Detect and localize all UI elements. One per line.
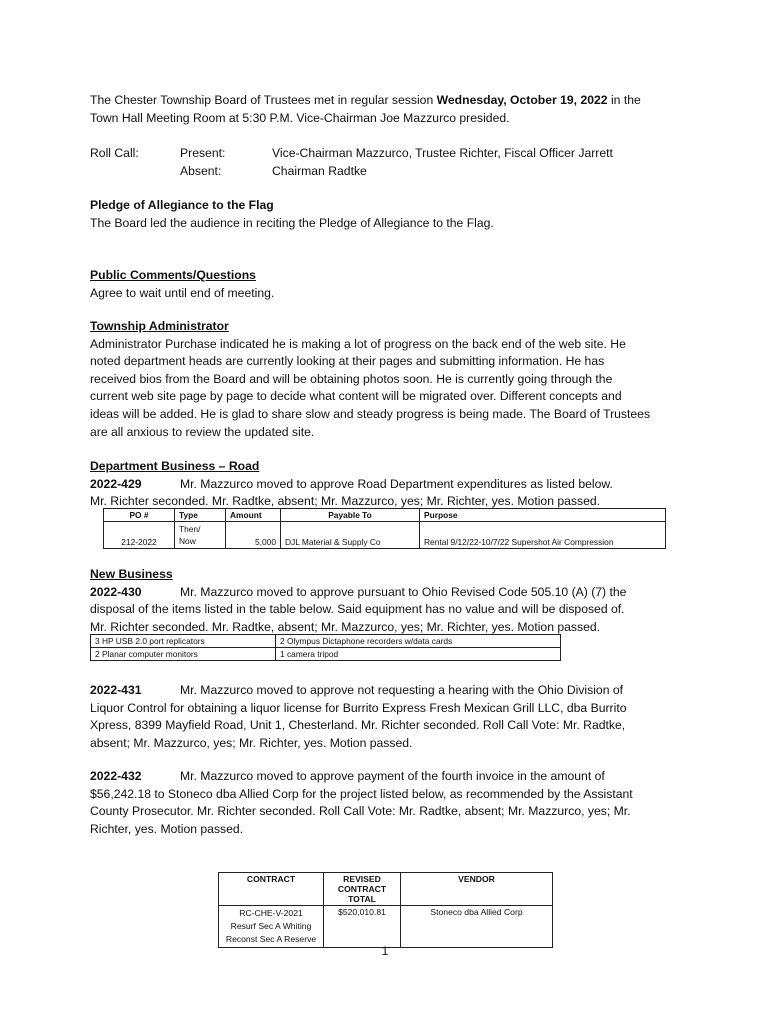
intro-line2: Town Hall Meeting Room at 5:30 P.M. Vice-Chairman Joe Mazzurco presided. — [90, 110, 510, 125]
township-admin-heading: Township Administrator — [90, 319, 229, 333]
public-comments-heading: Public Comments/Questions — [90, 268, 256, 282]
resolution-line: Richter, yes. Motion passed. — [90, 821, 244, 836]
table-cell: 1 camera tripod — [276, 648, 561, 661]
intro-line1-post: in the — [607, 93, 641, 107]
table-cell: 3 HP USB 2.0 port replicators — [91, 635, 276, 648]
column-header: REVISED CONTRACT TOTAL — [324, 873, 401, 906]
column-header: CONTRACT — [219, 873, 324, 906]
public-comments-section — [90, 267, 690, 302]
resolution-number: 2022-429 — [90, 476, 142, 491]
contract-cell — [219, 906, 324, 948]
table-row — [219, 906, 553, 948]
column-header: Payable To — [281, 509, 420, 522]
pledge-section — [90, 197, 690, 232]
column-header: Amount — [226, 509, 281, 522]
admin-line: ideas will be added. He is glad to share slow and steady progress is being made. The Board of Trustees — [90, 406, 651, 421]
road-expenditures-table — [103, 508, 666, 549]
admin-line: Administrator Purchase indicated he is making a lot of progress on the back end of the web site. He — [90, 336, 626, 351]
admin-line: received bios from the Board and will be obtaining photos soon. He is currently going through the — [90, 371, 613, 386]
page-number: 1 — [381, 944, 389, 958]
resolution-line: Mr. Richter seconded. Mr. Radtke, absent; Mr. Mazzurco, yes; Mr. Richter, yes. Motion passed. — [90, 494, 601, 509]
absent-label: Absent: — [180, 163, 222, 178]
resolution-line: Mr. Mazzurco moved to approve pursuant to Ohio Revised Code 505.10 (A) (7) the — [180, 584, 627, 599]
absent-value: Chairman Radtke — [272, 163, 367, 178]
contract-line: Resurf Sec A Whiting — [230, 921, 312, 931]
new-business-heading: New Business — [90, 567, 173, 581]
column-header: Purpose — [420, 509, 666, 522]
resolution-line: Mr. Mazzurco moved to approve payment of the fourth invoice in the amount of — [180, 769, 605, 783]
new-business-section — [90, 566, 710, 636]
dept-road-section — [90, 458, 710, 511]
resolution-line: absent; Mr. Mazzurco, yes; Mr. Richter, yes. Motion passed. — [90, 735, 413, 750]
resolution-number: 2022-430 — [90, 584, 142, 599]
table-cell: Rental 9/12/22-10/7/22 Supershot Air Compression — [420, 522, 666, 549]
public-comments-text: Agree to wait until end of meeting. — [90, 285, 275, 300]
admin-line: noted department heads are currently looking at their pages and submitting information. He has — [90, 354, 605, 369]
intro-paragraph — [90, 92, 690, 127]
resolution-431 — [90, 682, 710, 752]
table-cell: 2 Planar computer monitors — [91, 648, 276, 661]
column-header: PO # — [104, 509, 175, 522]
resolution-line: Mr. Richter seconded. Mr. Radtke, absent; Mr. Mazzurco, yes; Mr. Richter, yes. Motion passed. — [90, 619, 601, 634]
table-row — [91, 635, 561, 648]
resolution-number: 2022-432 — [90, 769, 142, 783]
contract-line: RC-CHE-V-2021 — [239, 908, 303, 918]
township-admin-section — [90, 318, 710, 441]
resolution-line: Liquor Control for obtaining a liquor license for Burrito Express Fresh Mexican Grill LLC, dba Burrito — [90, 700, 627, 715]
resolution-line: Xpress, 8399 Mayfield Road, Unit 1, Chesterland. Mr. Richter seconded. Roll Call Vote: Mr. Radtke, — [90, 718, 626, 733]
resolution-line: Mr. Mazzurco moved to approve not requesting a hearing with the Ohio Division of — [180, 683, 624, 697]
admin-line: current web site page by page to decide what content will be migrated over. Different concepts and — [90, 389, 622, 404]
dept-road-heading: Department Business – Road — [90, 459, 260, 473]
vendor-cell: Stoneco dba Allied Corp — [401, 906, 553, 948]
table-row — [104, 522, 666, 549]
intro-line1-pre: The Chester Township Board of Trustees met in regular session — [90, 93, 437, 107]
table-cell: 5,000 — [226, 522, 281, 549]
contract-line: Reconst Sec A Reserve — [225, 934, 317, 944]
contract-table — [218, 872, 553, 948]
resolution-line: $56,242.18 to Stoneco dba Allied Corp for the project listed below, as recommended by the Assistant — [90, 786, 633, 801]
contract-total: $520,010.81 — [324, 906, 401, 948]
meeting-date: Wednesday, October 19, 2022 — [436, 93, 608, 107]
table-row — [91, 648, 561, 661]
resolution-432 — [90, 768, 710, 838]
table-cell: DJL Material & Supply Co — [281, 522, 420, 549]
pledge-text: The Board led the audience in reciting the Pledge of Allegiance to the Flag. — [90, 215, 494, 230]
column-header: Type — [175, 509, 226, 522]
resolution-line: Mr. Mazzurco moved to approve Road Department expenditures as listed below. — [180, 476, 613, 491]
roll-call-label: Roll Call: — [90, 146, 139, 160]
table-cell: Then/ Now — [175, 522, 226, 549]
table-cell: 212-2022 — [104, 522, 175, 549]
present-label: Present: — [180, 146, 226, 160]
resolution-number: 2022-431 — [90, 683, 142, 697]
table-cell: 2 Olympus Dictaphone recorders w/data cards — [276, 635, 561, 648]
table-header-row — [219, 873, 553, 906]
table-header-row — [104, 509, 666, 522]
resolution-line: County Prosecutor. Mr. Richter seconded. Roll Call Vote: Mr. Radtke, absent; Mr. Mazzurco, yes; Mr. — [90, 804, 631, 819]
present-value: Vice-Chairman Mazzurco, Trustee Richter, Fiscal Officer Jarrett — [272, 146, 613, 160]
pledge-heading: Pledge of Allegiance to the Flag — [90, 198, 274, 212]
resolution-line: disposal of the items listed in the table below. Said equipment has no value and will be disposed of. — [90, 602, 625, 617]
column-header: VENDOR — [401, 873, 553, 906]
admin-line: are all anxious to review the updated site. — [90, 424, 315, 439]
disposal-items-table — [90, 634, 561, 661]
